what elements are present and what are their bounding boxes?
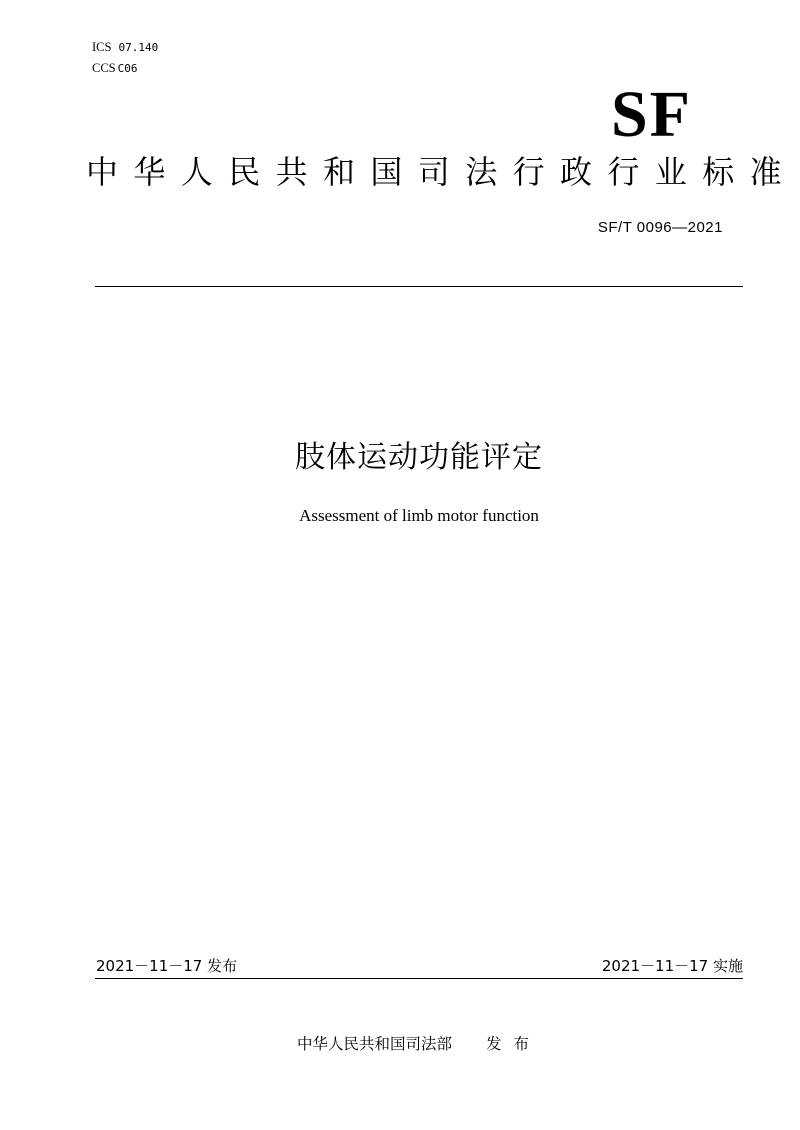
ccs-classification [92, 61, 138, 76]
footer-divider [95, 978, 743, 979]
standard-category-title: 中华人民共和国司法行政行业标准 [86, 153, 798, 191]
ics-classification [92, 40, 158, 55]
ics-code: 07.140 [118, 41, 159, 54]
issuer-name: 中华人民共和国司法部 [296, 1035, 452, 1053]
sf-standard-mark: SF [610, 78, 692, 151]
standard-number: SF/T 0096—2021 [597, 219, 723, 236]
issuing-authority [0, 1033, 800, 1055]
document-title-english: Assessment of limb motor function [299, 506, 539, 525]
ics-label: ICS [92, 40, 112, 54]
issuer-action: 发布 [486, 1035, 542, 1053]
issue-date: 2021－11－17 发布 [96, 957, 238, 975]
implementation-date: 2021－11－17 实施 [601, 957, 743, 975]
document-title-chinese: 肢体运动功能评定 [295, 440, 543, 475]
header-divider [95, 286, 743, 287]
ccs-code: C06 [117, 62, 138, 75]
ccs-label: CCS [92, 61, 116, 75]
